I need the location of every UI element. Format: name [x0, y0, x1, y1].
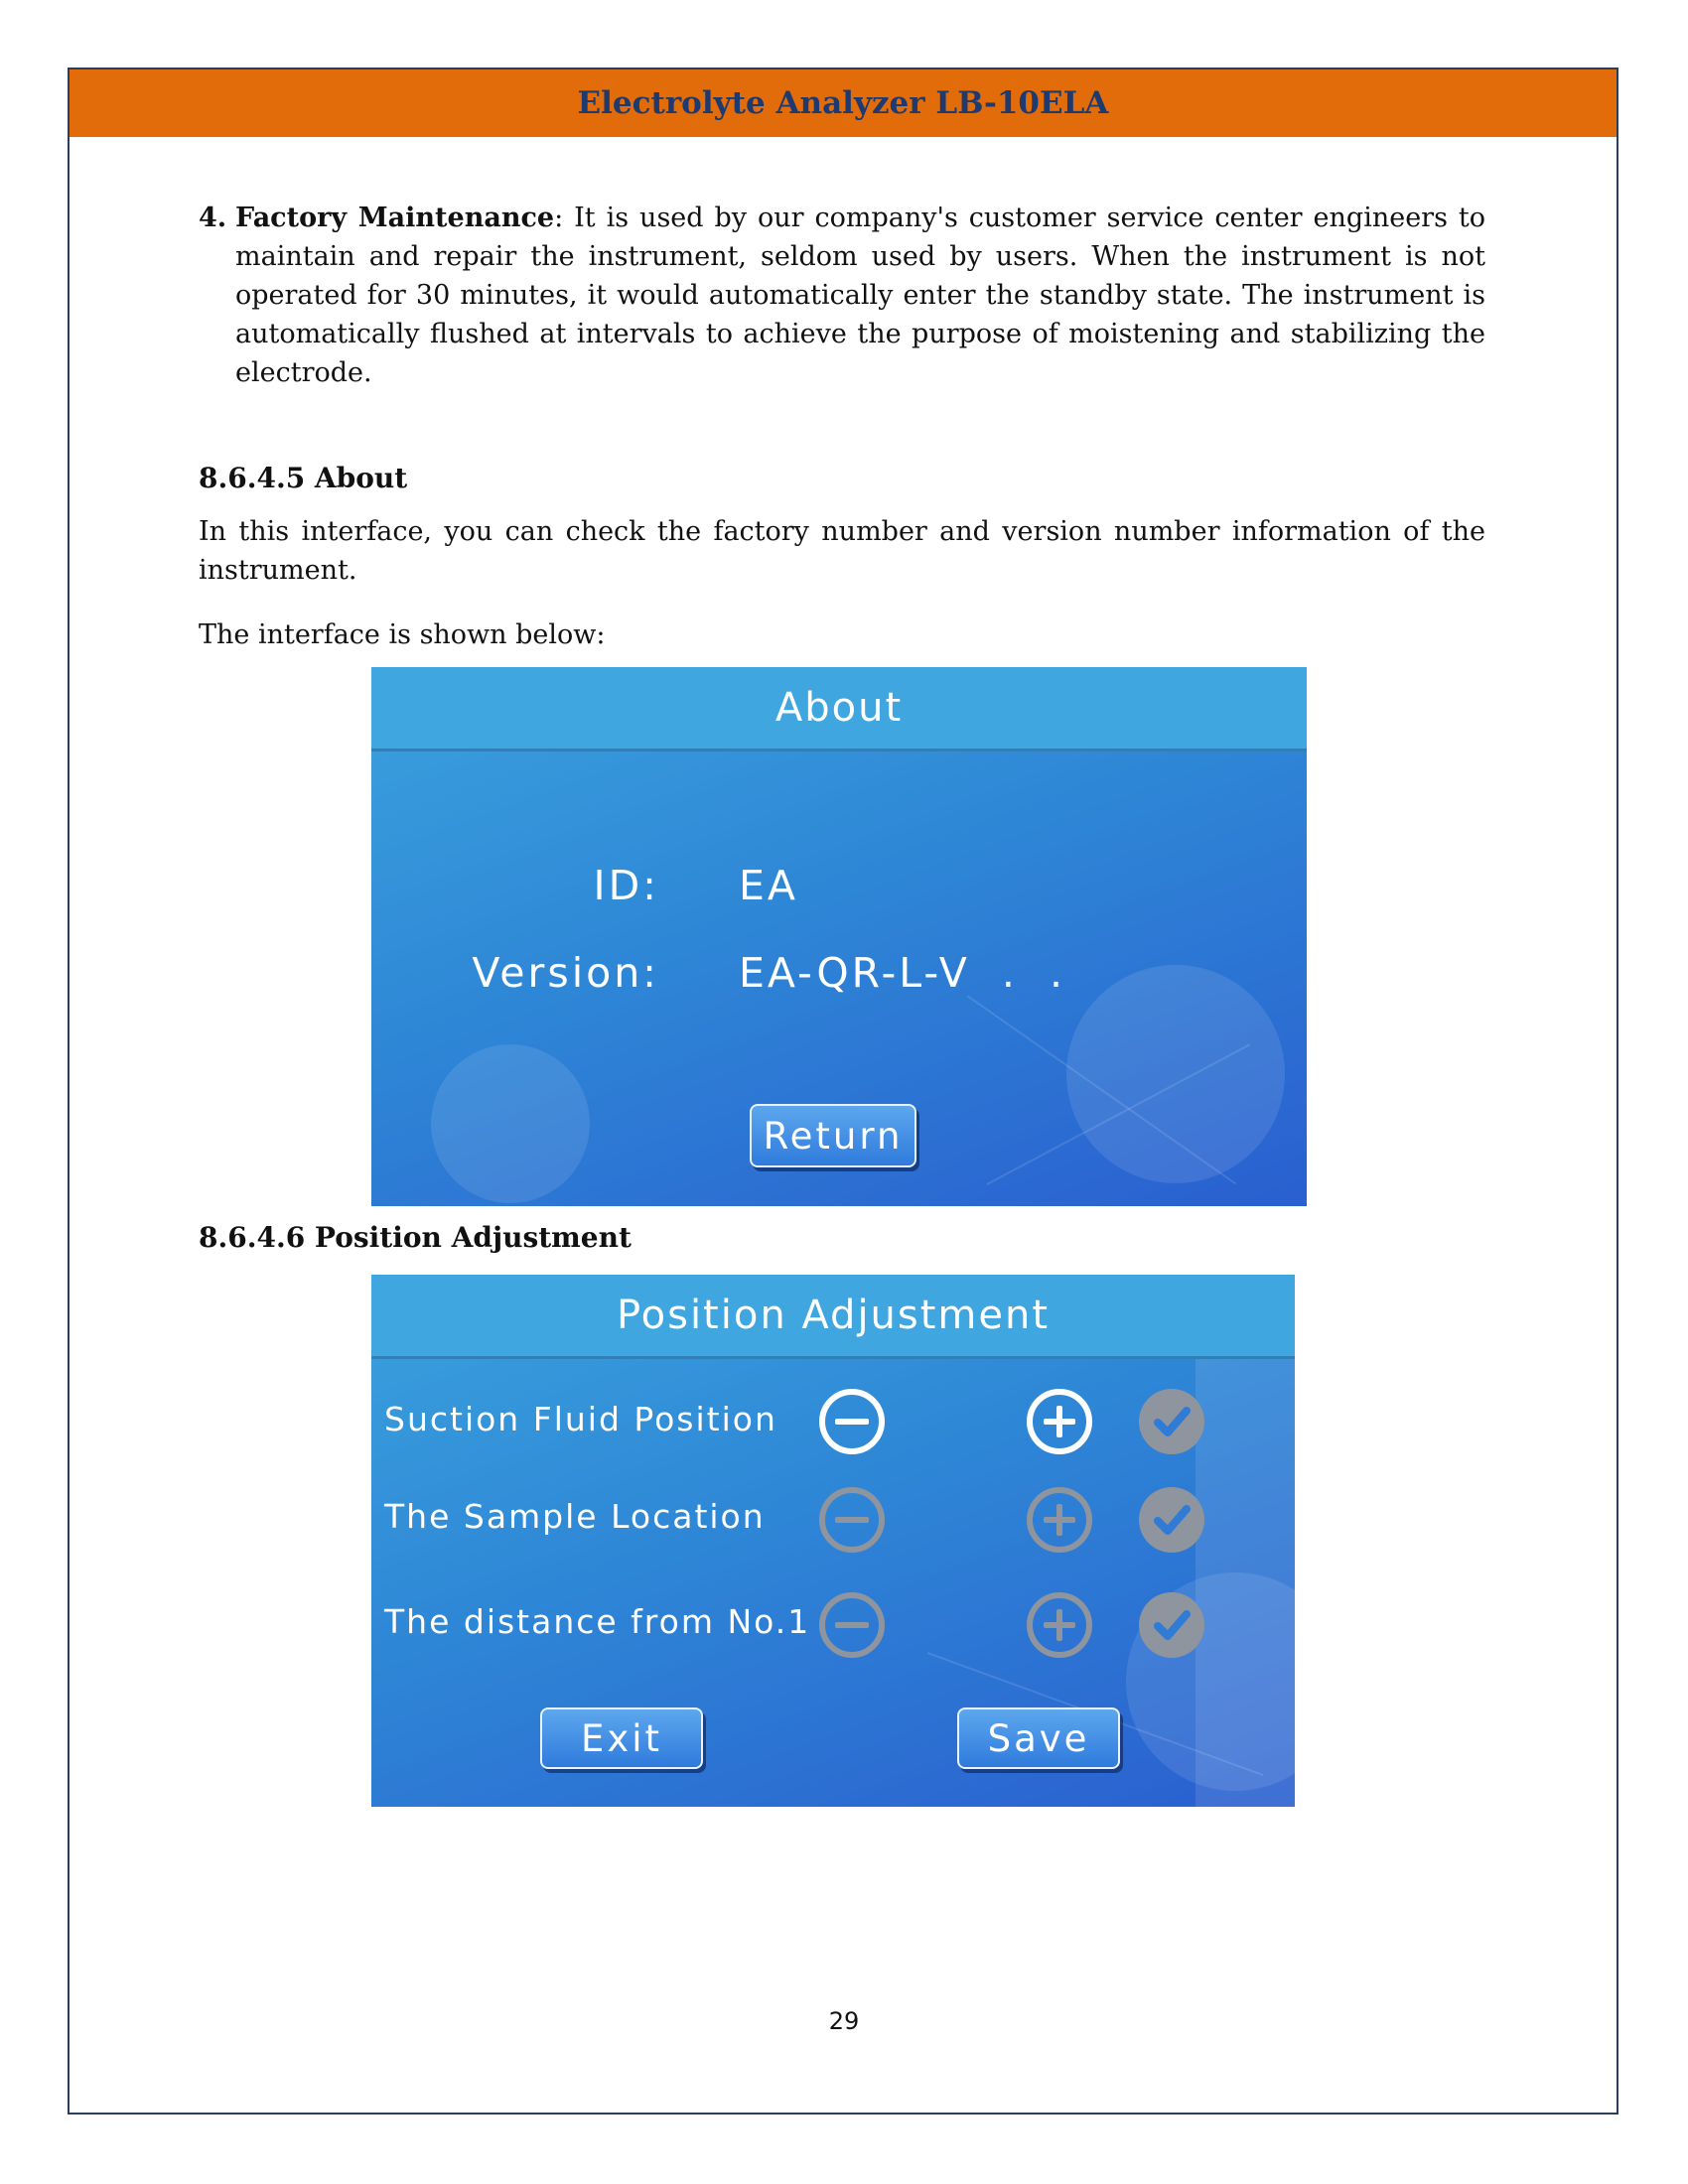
row-label-suction-fluid-position: Suction Fluid Position [384, 1400, 777, 1438]
check-icon [1139, 1592, 1204, 1658]
page-number: 29 [828, 2007, 860, 2035]
about-title: About [774, 685, 904, 731]
section-heading-position: 8.6.4.6 Position Adjustment [199, 1221, 632, 1254]
minus-icon [825, 1395, 879, 1448]
plus-icon [1033, 1395, 1086, 1448]
row-label-distance-from-no1: The distance from No.1 [384, 1602, 811, 1641]
item-body [235, 199, 1485, 392]
increase-button[interactable] [1027, 1389, 1092, 1454]
position-title-bar [371, 1275, 1295, 1359]
section-heading-about: 8.6.4.5 About [199, 462, 408, 494]
about-paragraph: In this interface, you can check the factory number and version number information of the instrument. [199, 516, 1485, 586]
background-decoration [1196, 1334, 1295, 1807]
decrease-button[interactable] [819, 1487, 885, 1553]
numbered-item-4 [199, 199, 1485, 392]
id-label: ID: [593, 862, 659, 909]
header-bar [70, 69, 1617, 137]
increase-button[interactable] [1027, 1487, 1092, 1553]
item-text: : It is used by our company's customer service center engineers to maintain and repair the instrument, seldom used by users. When the instrument is not operated for 30 minutes, it would automatically enter the standby state. The instrument is automatically flushed at intervals to achieve the purpose of moistening and stabilizing the electrode. [235, 203, 1485, 388]
about-title-bar [371, 667, 1307, 751]
position-title: Position Adjustment [616, 1293, 1051, 1338]
plus-icon [1033, 1493, 1086, 1547]
return-button[interactable]: Return [750, 1104, 916, 1167]
decrease-button[interactable] [819, 1389, 885, 1454]
confirm-button[interactable] [1139, 1592, 1204, 1658]
document-title: Electrolyte Analyzer LB-10ELA [577, 85, 1109, 121]
position-adjustment-screen [371, 1275, 1295, 1807]
confirm-button[interactable] [1139, 1487, 1204, 1553]
about-screen [371, 667, 1307, 1206]
background-decoration [1066, 965, 1285, 1183]
shown-below-text: The interface is shown below: [199, 619, 606, 650]
decrease-button[interactable] [819, 1592, 885, 1658]
save-button[interactable]: Save [957, 1707, 1120, 1769]
background-decoration [431, 1044, 590, 1203]
row-label-sample-location: The Sample Location [384, 1497, 766, 1536]
minus-icon [825, 1598, 879, 1652]
minus-icon [825, 1493, 879, 1547]
confirm-button[interactable] [1139, 1389, 1204, 1454]
version-value: EA-QR-L-V . . [739, 949, 1065, 997]
exit-button[interactable]: Exit [540, 1707, 703, 1769]
version-label: Version: [472, 949, 659, 997]
item-term: Factory Maintenance [235, 203, 555, 233]
check-icon [1139, 1487, 1204, 1553]
item-number: 4. [199, 203, 227, 233]
increase-button[interactable] [1027, 1592, 1092, 1658]
check-icon [1139, 1389, 1204, 1454]
plus-icon [1033, 1598, 1086, 1652]
id-value: EA [739, 862, 798, 909]
